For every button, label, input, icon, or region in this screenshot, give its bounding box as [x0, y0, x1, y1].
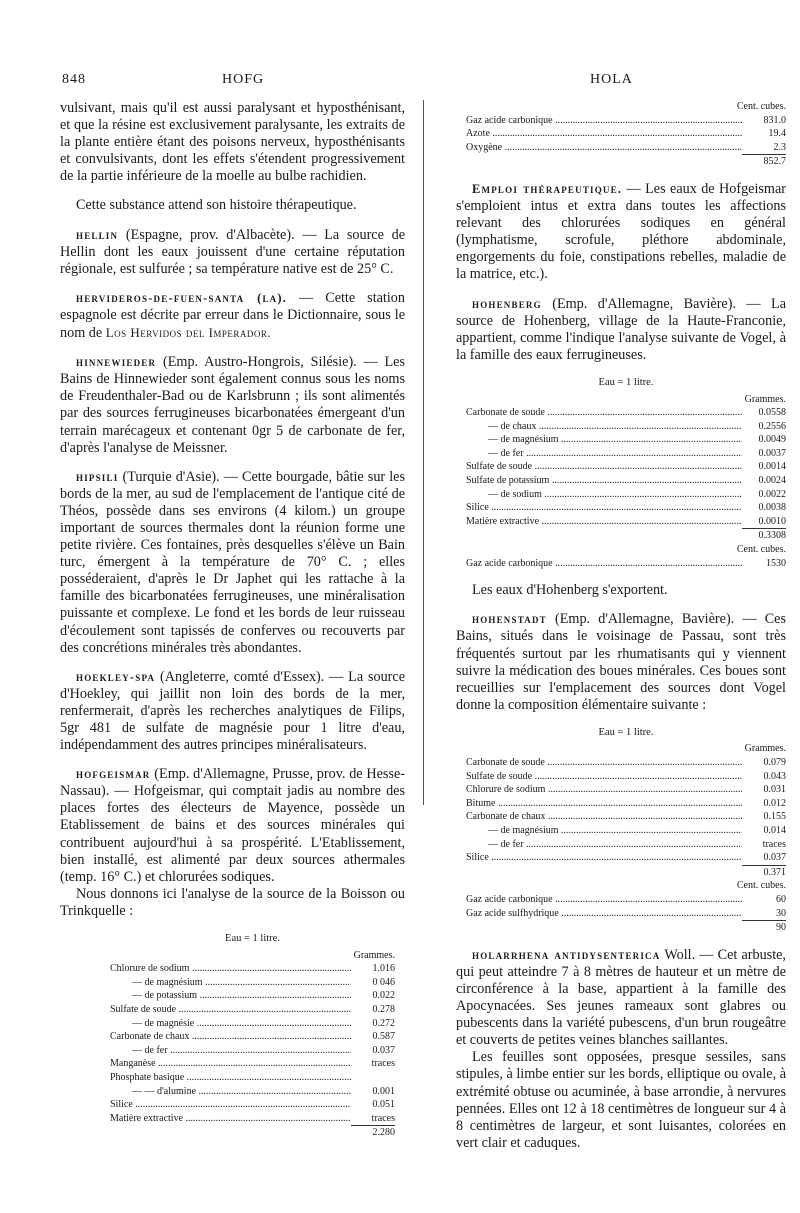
- entry-text: (Turquie d'Asie). — Cette bourgade, bâtie sur les bords de la mer, au sud de l'emplacement de l'antique cité de Théos, possède dans ses environs (4 kilom.) un groupe important de sources thermales dont la réunion forme une petite rivière. Ces fontaines, près desquelles s'élève un Bain turc, émergent à la température de 70° C. ; elles posséderaient, d'après le Dr Japhet qui les rattache à la famille des bicarbonatées ferrugineuses, une minéralisation puissante et complexe. Le fond et les bords de leur ruisseau d'écoulement sont tapissés de conferves ou recouverts par des concrétions minérales très abondantes.: [60, 468, 405, 656]
- headword: hohenstadt: [472, 612, 547, 627]
- row-label: Carbonate de chaux .....: [110, 1030, 351, 1044]
- row-label: Oxygène .....: [466, 141, 742, 155]
- row-label: Gaz acide carbonique .....: [466, 893, 742, 907]
- table-gas-total: 90: [742, 920, 786, 935]
- row-label: — de fer .....: [466, 838, 742, 852]
- paragraph-intro-2: Cette substance attend son histoire thérapeutique.: [76, 197, 357, 214]
- gas-table-hofgeismar: [456, 100, 786, 169]
- row-label: — de magnésium .....: [110, 976, 351, 990]
- row-value: 0.037: [372, 1044, 395, 1056]
- paragraph-intro: vulsivant, mais qu'il est aussi paralysant et hyposthénisant, et que la résine est exclusivement paralysante, les extraits de la plante entière étant des poisons nerveux, hyposthénisants et convulsivants, dont les effets s'étendent progressivement de la partie inférieure de la moelle au bulbe rachidien.: [60, 100, 405, 185]
- table-row: [466, 433, 786, 447]
- table-row: [110, 1098, 395, 1112]
- entry-hohenberg: [456, 296, 786, 364]
- row-value: 1.016: [372, 963, 395, 975]
- table-row: [466, 141, 786, 155]
- entry-hofgeismar-2: Nous donnons ici l'analyse de la source de la Boisson ou Trinkquelle :: [60, 885, 405, 919]
- entry-holarrhena-2: Les feuilles sont opposées, presque sessiles, sans stipules, à limbe entier sur les bords, elliptique ou ovale, à extrémité obtuse ou acuminée, à base arrondie, à nervures pennées. Elles ont 12 à 18 centimètres de longueur sur 4 à 8 centimètres de largeur, et sont luisantes, colorées en vert clair et caduques.: [456, 1049, 786, 1151]
- table-row: [466, 447, 786, 461]
- row-value: 0.012: [763, 797, 786, 809]
- row-value: 60: [776, 894, 786, 905]
- table-row: [466, 770, 786, 784]
- row-value: 831.0: [763, 114, 786, 126]
- entry-text: (Emp. Austro-Hongrois, Silésie). — Les Bains de Hinnewieder sont également connus sous les noms de Freudenthaler-Bad ou de Karlsbrunn ; ils sont alimentés par des sources ferrugineuses bicarbonatées émergeant d'un terrain marécageux et contenant 0gr 5 de carbonate de fer, d'après l'analyse de Meissner.: [60, 354, 405, 456]
- headword: hinnewieder: [76, 355, 157, 370]
- headword: hervideros-de-fuen-santa (la).: [76, 290, 288, 305]
- row-label: Azote .....: [466, 127, 742, 141]
- table-row: [466, 810, 786, 824]
- table-row: [466, 127, 786, 141]
- analysis-table-hohenberg: [456, 376, 786, 570]
- right-column: [456, 100, 786, 1164]
- running-head-right: HOLA: [590, 72, 633, 87]
- headword: hellin: [76, 227, 119, 242]
- table-row: [466, 460, 786, 474]
- table-row: [466, 420, 786, 434]
- table-unit: Grammes.: [353, 949, 395, 961]
- row-label: — de sodium .....: [466, 488, 742, 502]
- row-value: 0.079: [763, 757, 786, 769]
- row-value: 0.031: [763, 784, 786, 796]
- entry-hinnewieder: [60, 354, 405, 457]
- row-label: — de magnésium .....: [466, 433, 742, 447]
- entry-hoekley: [60, 669, 405, 754]
- row-label: — de fer .....: [466, 447, 742, 461]
- entry-hohenberg-2: Les eaux d'Hohenberg s'exportent.: [472, 582, 668, 599]
- table-row: [466, 907, 786, 921]
- entry-text: (Emp. d'Allemagne, Bavière). — La source de Hohenberg, village de la Haute-Franconie, appartient, comme l'indique l'analyse suivante de Vogel, à la famille des eaux ferrugineuses.: [456, 295, 786, 363]
- headword: hohenberg: [472, 296, 542, 311]
- headword: hofgeismar: [76, 767, 151, 782]
- row-label: Chlorure de sodium .....: [466, 783, 742, 797]
- table-row: [466, 824, 786, 838]
- row-label: Matière extractive .....: [466, 515, 742, 529]
- entry-text-smallcaps: Los Hervidos del Imperador.: [105, 325, 272, 341]
- table-total: 0.3308: [742, 528, 786, 543]
- entry-text: (Emp. d'Allemagne, Bavière). — Ces Bains, situés dans le voisinage de Passau, sont très fréquentés surtout par les rhumatisants qui y viennent suivre la médication des boues minérales. Ces boues sont recueillies sur l'emplacement des sources dont Vogel donne la composition élémentaire suivante :: [456, 611, 786, 713]
- table-row: [466, 114, 786, 128]
- row-label: — de chaux .....: [466, 420, 742, 434]
- row-value: 0.0014: [758, 461, 786, 473]
- headword: holarrhena antidysenterica: [472, 947, 661, 962]
- table-row: [466, 501, 786, 515]
- table-unit-gas: Cent. cubes.: [736, 880, 786, 892]
- row-label: Gaz acide carbonique .....: [466, 114, 742, 128]
- row-label: Carbonate de chaux .....: [466, 810, 742, 824]
- row-label: Gaz acide sulfhydrique .....: [466, 907, 742, 921]
- table-row: [110, 989, 395, 1003]
- table-row: [110, 1044, 395, 1058]
- headword: hoekley-spa: [76, 669, 156, 684]
- table-unit: Cent. cubes.: [736, 101, 786, 112]
- page-number: 848: [62, 72, 86, 87]
- row-label: — — d'alumine .....: [110, 1085, 351, 1099]
- row-value: 0.0049: [758, 434, 786, 446]
- table-unit: Grammes.: [744, 743, 786, 755]
- table-row: [466, 488, 786, 502]
- row-value: 19.4: [768, 128, 786, 140]
- table-total: 852.7: [742, 154, 786, 169]
- table-unit: Grammes.: [744, 393, 786, 405]
- table-row: [466, 406, 786, 420]
- row-value: 0.0010: [758, 515, 786, 527]
- row-label: Carbonate de soude .....: [466, 406, 742, 420]
- row-value: 0.014: [763, 825, 786, 837]
- running-head-left: HOFG: [222, 72, 265, 87]
- headword: hipsili: [76, 469, 119, 484]
- row-label: — de magnésium .....: [466, 824, 742, 838]
- table-row: [110, 1003, 395, 1017]
- entry-text: Woll. — Cet arbuste, qui peut atteindre 7 à 8 mètres de hauteur et un mètre de circonférence à la base, appartient à la famille des Apocynacées. Ses jeunes rameaux sont glabres ou pubescents dans la variété pubescens, d'un brun rougeâtre et couverts de petites veines blanches saillantes.: [456, 946, 786, 1049]
- entry-hipsili: [60, 469, 405, 657]
- row-value: 0.001: [372, 1085, 395, 1097]
- row-value: 0.0038: [758, 502, 786, 514]
- table-caption: Eau = 1 litre.: [225, 933, 280, 945]
- table-row: [110, 962, 395, 976]
- row-label: — de magnésie .....: [110, 1017, 351, 1031]
- row-value: 0.587: [372, 1031, 395, 1043]
- table-unit-gas: Cent. cubes.: [736, 544, 786, 556]
- row-value: 0.278: [372, 1004, 395, 1015]
- row-value: traces: [762, 838, 786, 850]
- table-row: [110, 1085, 395, 1099]
- table-row: Gaz acide carbonique ..... 1530: [466, 557, 786, 571]
- table-caption: Eau = 1 litre.: [598, 376, 654, 388]
- row-label: Silice .....: [466, 501, 742, 515]
- table-total: 2.280: [351, 1125, 395, 1140]
- table-row: [466, 797, 786, 811]
- row-value: 0.155: [763, 811, 786, 823]
- row-value: 0.022: [372, 990, 395, 1002]
- row-label: Bitume .....: [466, 797, 742, 811]
- row-value: 0.0558: [758, 407, 786, 419]
- analysis-table-hohenstadt: [456, 726, 786, 935]
- entry-hervideros: [60, 290, 405, 342]
- row-label: Sulfate de soude .....: [110, 1003, 351, 1017]
- entry-text: (Emp. d'Allemagne, Prusse, prov. de Hesse-Nassau). — Hofgeismar, qui comptait jadis au nombre des places fortes des électeurs de Mayence, possède un Etablissement de bains et des sources minérales qui contribuent aujourd'hui à sa prospérité. L'Etablissement, bien installé, est alimenté par deux sources athermales (temp. 16° C.) et chlorurées sodiques.: [60, 766, 405, 885]
- analysis-table-trinkquelle: [60, 932, 405, 1140]
- row-value: 0.0037: [758, 447, 786, 459]
- headword: Emploi thérapeutique.: [472, 181, 623, 196]
- entry-text: (Angleterre, comté d'Essex). — La source d'Hoekley, qui jaillit non loin des bords de la mer, renfermerait, d'après les recherches analytiques de Filips, 5gr 481 de sulfate de magnésie pour 1 litre d'eau, indépendamment des autres principes minéralisateurs.: [60, 668, 405, 754]
- table-row: [110, 1071, 395, 1085]
- row-label: Sulfate de soude .....: [466, 460, 742, 474]
- table-row: [466, 515, 786, 529]
- table-row: [466, 838, 786, 852]
- table-row: [466, 474, 786, 488]
- row-label: Phosphate basique .....: [110, 1071, 351, 1085]
- row-value: 0.043: [763, 770, 786, 782]
- row-label: — de potassium .....: [110, 989, 351, 1003]
- left-column: [60, 100, 405, 1152]
- row-label: Silice .....: [110, 1098, 351, 1112]
- table-caption: Eau = 1 litre.: [598, 726, 654, 738]
- row-label: Matière extractive .....: [110, 1112, 351, 1126]
- row-value: 0 046: [372, 976, 395, 988]
- row-label: Sulfate de soude .....: [466, 770, 742, 784]
- row-label: Sulfate de potassium .....: [466, 474, 742, 488]
- entry-emploi: [456, 181, 786, 284]
- table-row: [466, 893, 786, 907]
- row-value: 0.272: [372, 1017, 395, 1029]
- entry-text: (Espagne, prov. d'Albacète). — La source de Hellin dont les eaux jouissent d'une certaine réputation régionale, est sulfurée ; sa température native est de 25° C.: [60, 226, 405, 277]
- row-label: Chlorure de sodium .....: [110, 962, 351, 976]
- row-label: — de fer .....: [110, 1044, 351, 1058]
- row-label: Manganèse .....: [110, 1057, 351, 1071]
- table-row: [110, 1057, 395, 1071]
- row-value: 0.051: [372, 1099, 395, 1111]
- table-row: [466, 783, 786, 797]
- column-divider: [423, 100, 424, 805]
- entry-text: — Cette station espagnole est décrite par erreur dans le Dictionnaire, sous le nom de: [60, 289, 405, 342]
- entry-text: — Les eaux de Hofgeismar s'emploient intus et extra dans toutes les affections relevant des chlorurées sodiques en général (lymphatisme, scrofule, pléthore abdominale, engorgements du foie, constipations rebelles, maladie de la matrice, etc.).: [456, 180, 786, 283]
- table-row: [466, 756, 786, 770]
- row-value: 0.0024: [758, 475, 786, 487]
- table-row: [110, 1030, 395, 1044]
- entry-hohenstadt: [456, 611, 786, 714]
- row-value: 0.0022: [758, 488, 786, 500]
- table-row: [466, 851, 786, 865]
- row-value: traces: [371, 1112, 395, 1124]
- table-row: [110, 1017, 395, 1031]
- table-row: [110, 1112, 395, 1126]
- table-total: 0.371: [742, 865, 786, 880]
- row-value: traces: [371, 1058, 395, 1070]
- entry-holarrhena: [456, 947, 786, 1050]
- table-row: [110, 976, 395, 990]
- row-value: 30: [776, 907, 786, 919]
- row-label: Carbonate de soude .....: [466, 756, 742, 770]
- entry-hellin: [60, 227, 405, 278]
- row-value: 0.037: [763, 852, 786, 864]
- row-value: 0.2556: [758, 420, 786, 432]
- row-label: Silice .....: [466, 851, 742, 865]
- row-value: 2.3: [773, 141, 786, 153]
- entry-hofgeismar: [60, 766, 405, 886]
